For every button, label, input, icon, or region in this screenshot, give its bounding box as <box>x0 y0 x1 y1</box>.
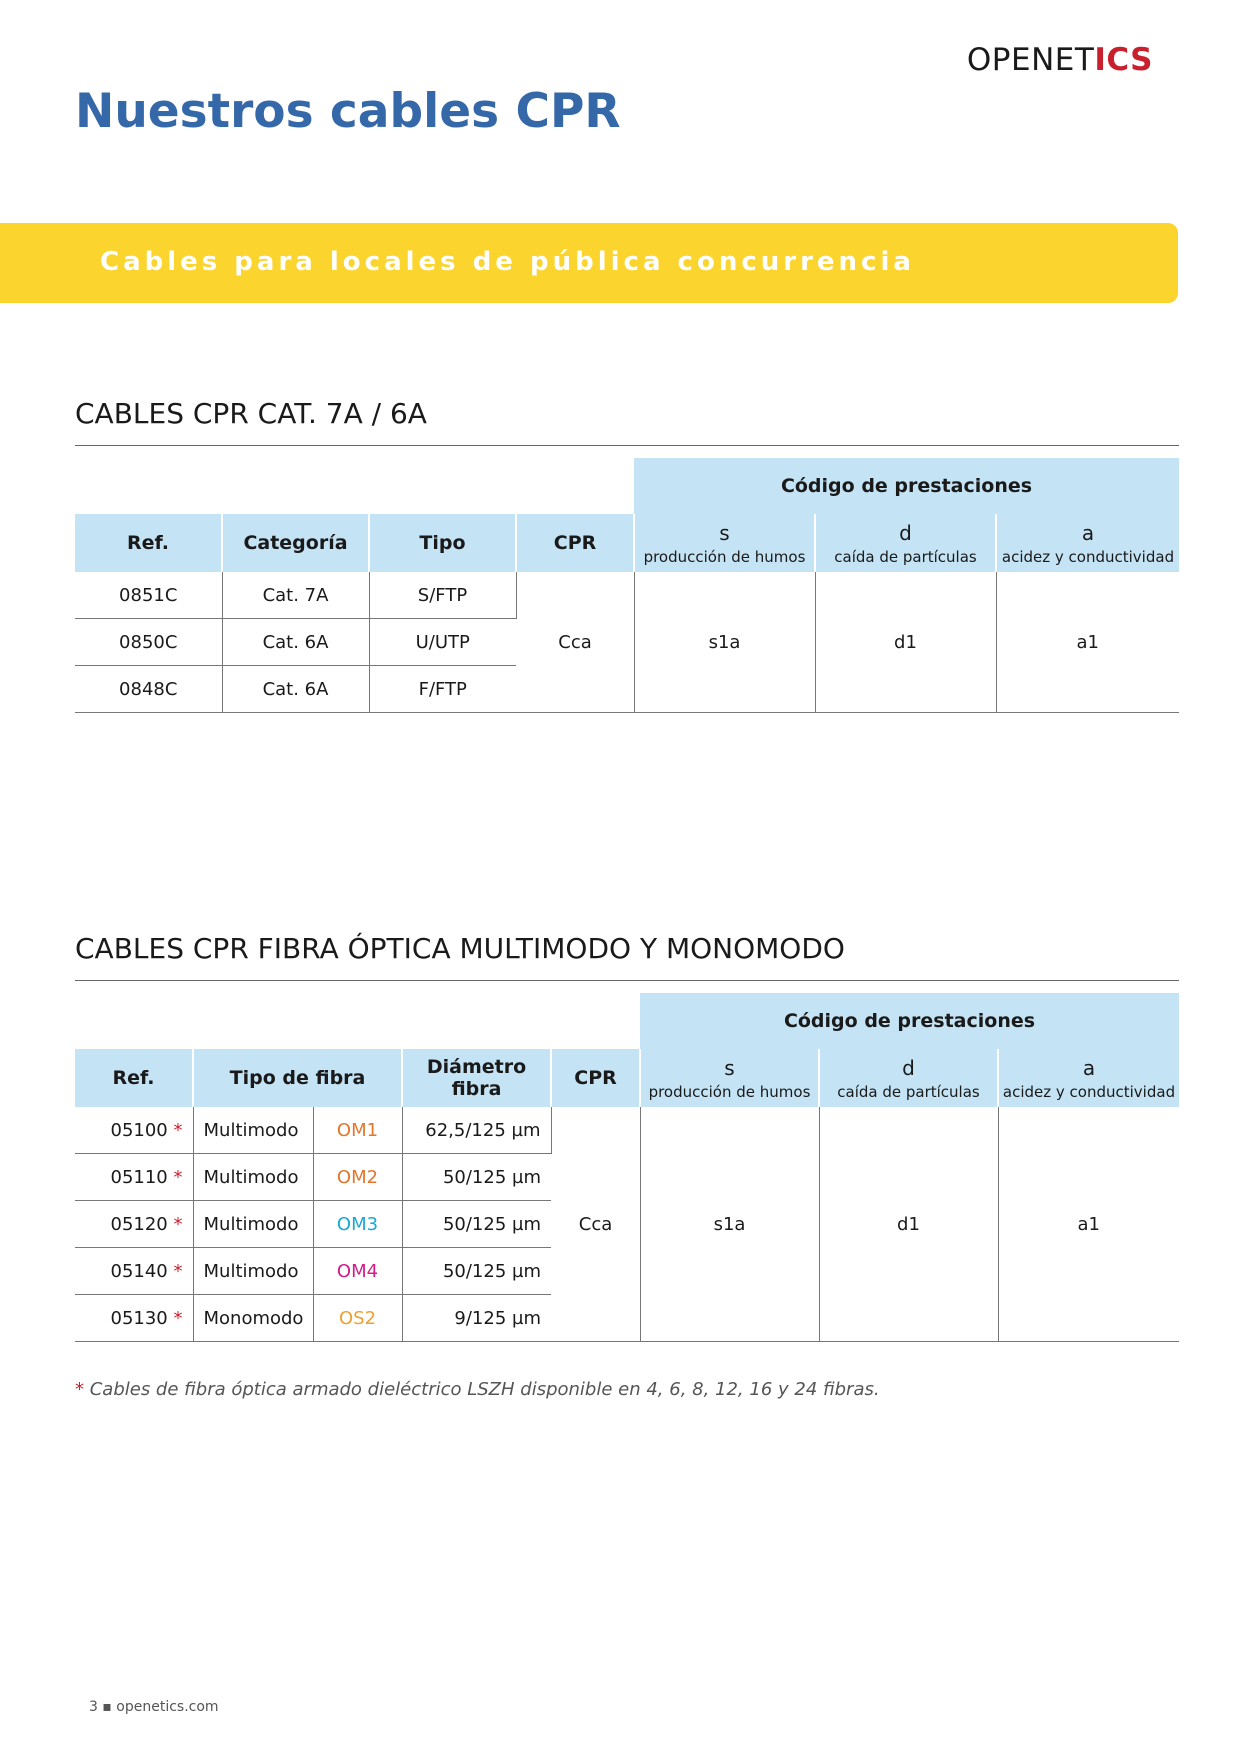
cell-diam: 9/125 µm <box>402 1295 551 1342</box>
cell-grade: OM3 <box>313 1201 402 1248</box>
brand-part1: OPENET <box>966 42 1095 78</box>
col-a: a acidez y conductividad <box>996 514 1179 572</box>
cell-ref: 05120 * <box>75 1201 193 1248</box>
cell-grade: OM2 <box>313 1154 402 1201</box>
col-d: d caída de partículas <box>815 514 996 572</box>
cell-mode: Monomodo <box>193 1295 313 1342</box>
cell-cat: Cat. 6A <box>222 619 369 666</box>
cell-a: a1 <box>998 1107 1179 1342</box>
col-cpr: CPR <box>551 1049 640 1107</box>
cell-grade: OM1 <box>313 1107 402 1154</box>
col-d: d caída de partículas <box>819 1049 998 1107</box>
cell-diam: 50/125 µm <box>402 1201 551 1248</box>
banner-text: Cables para locales de pública concurrencia <box>100 247 915 277</box>
col-tipo-fibra: Tipo de fibra <box>193 1049 402 1107</box>
cell-ref: 05100 * <box>75 1107 193 1154</box>
col-a: a acidez y conductividad <box>998 1049 1179 1107</box>
col-s: s producción de humos <box>634 514 815 572</box>
col-categoria: Categoría <box>222 514 369 572</box>
cell-ref: 05110 * <box>75 1154 193 1201</box>
cell-ref: 05130 * <box>75 1295 193 1342</box>
cell-cat: Cat. 7A <box>222 572 369 619</box>
section-cat-cables <box>75 397 1179 713</box>
cell-tipo: S/FTP <box>369 572 516 619</box>
cell-diam: 50/125 µm <box>402 1248 551 1295</box>
cell-cpr: Cca <box>551 1107 640 1342</box>
cell-mode: Multimodo <box>193 1154 313 1201</box>
cell-grade: OS2 <box>313 1295 402 1342</box>
cell-cpr: Cca <box>516 572 634 713</box>
cell-d: d1 <box>819 1107 998 1342</box>
cell-ref: 05140 * <box>75 1248 193 1295</box>
brand-part2: ICS <box>1094 42 1153 78</box>
cell-grade: OM4 <box>313 1248 402 1295</box>
cell-ref: 0850C <box>75 619 222 666</box>
cell-mode: Multimodo <box>193 1201 313 1248</box>
page-footer: 3 ▪ openetics.com <box>89 1699 219 1715</box>
code-header: Código de prestaciones <box>634 458 1179 514</box>
cell-s: s1a <box>640 1107 819 1342</box>
col-ref: Ref. <box>75 1049 193 1107</box>
col-cpr: CPR <box>516 514 634 572</box>
cell-ref: 0848C <box>75 666 222 713</box>
page-title: Nuestros cables CPR <box>75 84 621 139</box>
col-s: s producción de humos <box>640 1049 819 1107</box>
brand-logo <box>967 42 1153 78</box>
cell-a: a1 <box>996 572 1179 713</box>
footnote: * Cables de fibra óptica armado dieléctrico LSZH disponible en 4, 6, 8, 12, 16 y 24 fibras. <box>75 1379 880 1400</box>
section-banner <box>0 223 1178 303</box>
table-row <box>75 572 1179 619</box>
cell-s: s1a <box>634 572 815 713</box>
cell-tipo: U/UTP <box>369 619 516 666</box>
section-title-cat: CABLES CPR CAT. 7A / 6A <box>75 397 1179 446</box>
col-ref: Ref. <box>75 514 222 572</box>
table-fiber-cables <box>75 993 1179 1342</box>
cell-diam: 62,5/125 µm <box>402 1107 551 1154</box>
cell-cat: Cat. 6A <box>222 666 369 713</box>
cell-diam: 50/125 µm <box>402 1154 551 1201</box>
table-row <box>75 1107 1179 1154</box>
cell-mode: Multimodo <box>193 1107 313 1154</box>
col-tipo: Tipo <box>369 514 516 572</box>
section-title-fiber: CABLES CPR FIBRA ÓPTICA MULTIMODO Y MONOMODO <box>75 932 1179 981</box>
col-diametro: Diámetro fibra <box>402 1049 551 1107</box>
code-header: Código de prestaciones <box>640 993 1179 1049</box>
cell-ref: 0851C <box>75 572 222 619</box>
cell-tipo: F/FTP <box>369 666 516 713</box>
table-cat-cables <box>75 458 1179 713</box>
cell-d: d1 <box>815 572 996 713</box>
cell-mode: Multimodo <box>193 1248 313 1295</box>
section-fiber-cables <box>75 932 1179 1342</box>
